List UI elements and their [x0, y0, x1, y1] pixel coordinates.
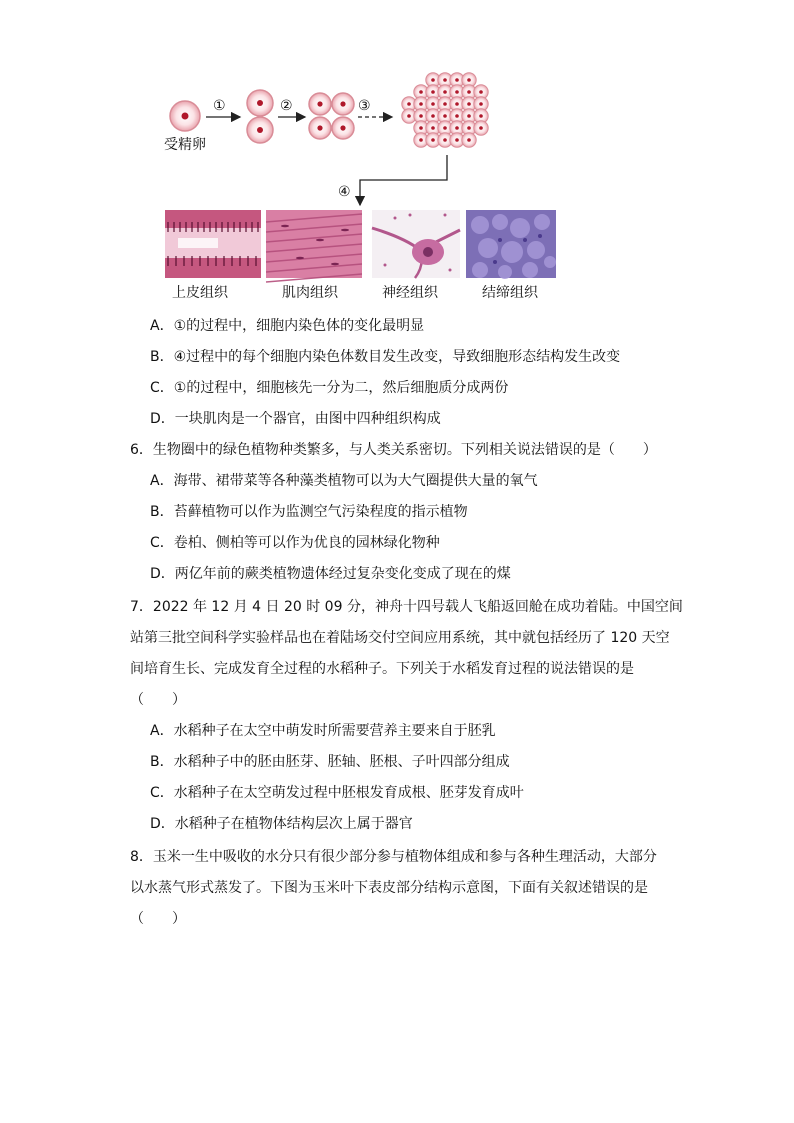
tissue-label-muscle: 肌肉组织 — [282, 285, 338, 301]
q7-stem-line-3: 间培育生长、完成发育全过程的水稻种子。下列关于水稻发育过程的说法错误的是 — [130, 661, 634, 677]
q8-stem-line-3: （ ） — [130, 911, 186, 927]
two-cell-stage — [247, 90, 273, 143]
cluster-cell-nucleus — [419, 138, 423, 142]
tissue-label-nerve: 神经组织 — [382, 285, 438, 301]
cluster-cell-nucleus — [467, 114, 471, 118]
cluster-cell-nucleus — [407, 114, 411, 118]
q5-option-a: A．①的过程中，细胞内染色体的变化最明显 — [150, 318, 425, 334]
cluster-cell-nucleus — [443, 78, 447, 82]
step-4-label: ④ — [338, 184, 351, 200]
cluster-cell-nucleus — [467, 78, 471, 82]
q6-option-a: A．海带、裙带菜等各种藻类植物可以为大气圈提供大量的氧气 — [150, 473, 538, 489]
cluster-cell-nucleus — [455, 78, 459, 82]
cluster-cell-nucleus — [443, 90, 447, 94]
cluster-cell-nucleus — [479, 114, 483, 118]
cluster-cell-nucleus — [431, 138, 435, 142]
cluster-cell-nucleus — [479, 102, 483, 106]
cluster-cell-nucleus — [467, 90, 471, 94]
arrow-4 — [360, 155, 447, 205]
q7-stem-line-4: （ ） — [130, 692, 186, 708]
epithelial-tissue-image — [165, 210, 261, 278]
q7-option-d: D．水稻种子在植物体结构层次上属于器官 — [150, 816, 413, 832]
cluster-cell-nucleus — [431, 102, 435, 106]
cluster-cell-nucleus — [467, 102, 471, 106]
q6-option-c: C．卷柏、侧柏等可以作为优良的园林绿化物种 — [150, 535, 440, 551]
q8-stem-line-1: 8．玉米一生中吸收的水分只有很少部分参与植物体组成和参与各种生理活动，大部分 — [130, 849, 657, 865]
cluster-cell-nucleus — [431, 78, 435, 82]
cluster-cell-nucleus — [455, 114, 459, 118]
cluster-cell-nucleus — [443, 138, 447, 142]
cluster-cell-nucleus — [443, 126, 447, 130]
q7-option-a: A．水稻种子在太空中萌发时所需要营养主要来自于胚乳 — [150, 723, 496, 739]
q5-option-b: B．④过程中的每个细胞内染色体数目发生改变，导致细胞形态结构发生改变 — [150, 349, 621, 365]
fertilized-egg-label: 受精卵 — [164, 137, 206, 153]
cluster-cell-nucleus — [443, 114, 447, 118]
cluster-cell-nucleus — [455, 102, 459, 106]
cluster-cell-nucleus — [467, 138, 471, 142]
step-3-label: ③ — [358, 98, 371, 114]
q7-option-c: C．水稻种子在太空萌发过程中胚根发育成根、胚芽发育成叶 — [150, 785, 524, 801]
fertilized-egg — [170, 101, 200, 131]
q7-option-b: B．水稻种子中的胚由胚芽、胚轴、胚根、子叶四部分组成 — [150, 754, 510, 770]
cluster-cell-nucleus — [455, 138, 459, 142]
cluster-cell-nucleus — [455, 90, 459, 94]
q6-option-b: B．苔藓植物可以作为监测空气污染程度的指示植物 — [150, 504, 468, 520]
cluster-cell-nucleus — [419, 90, 423, 94]
q5-option-d: D．一块肌肉是一个器官，由图中四种组织构成 — [150, 411, 441, 427]
nerve-tissue-image — [372, 210, 460, 278]
q6-option-d: D．两亿年前的蕨类植物遗体经过复杂变化变成了现在的煤 — [150, 566, 511, 582]
q8-stem-line-2: 以水蒸气形式蒸发了。下图为玉米叶下表皮部分结构示意图，下面有关叙述错误的是 — [130, 880, 648, 896]
cluster-cell-nucleus — [431, 90, 435, 94]
cluster-cell-nucleus — [455, 126, 459, 130]
diagram-svg — [0, 0, 794, 310]
cluster-cell-nucleus — [419, 126, 423, 130]
cluster-cell-nucleus — [419, 102, 423, 106]
cluster-cell-nucleus — [467, 126, 471, 130]
cluster-cell-nucleus — [407, 102, 411, 106]
q5-option-c: C．①的过程中，细胞核先一分为二，然后细胞质分成两份 — [150, 380, 509, 396]
connective-tissue-image — [466, 210, 556, 279]
step-1-label: ① — [213, 98, 226, 114]
q6-stem: 6．生物圈中的绿色植物种类繁多，与人类关系密切。下列相关说法错误的是（ ） — [130, 442, 657, 458]
cluster-cell-nucleus — [419, 114, 423, 118]
cluster-cell-nucleus — [479, 126, 483, 130]
tissue-label-epithelial: 上皮组织 — [172, 285, 228, 301]
step-2-label: ② — [280, 98, 293, 114]
cell-development-diagram — [0, 0, 794, 310]
cluster-cell-nucleus — [431, 126, 435, 130]
q7-stem-line-2: 站第三批空间科学实验样品也在着陆场交付空间应用系统，其中就包括经历了 120 天空 — [130, 630, 670, 646]
four-cell-stage — [309, 93, 354, 139]
cluster-cell-nucleus — [443, 102, 447, 106]
cluster-cell-nucleus — [479, 90, 483, 94]
muscle-tissue-image — [266, 210, 362, 282]
q7-stem-line-1: 7．2022 年 12 月 4 日 20 时 09 分，神舟十四号载人飞船返回舱在成功着陆。中国空间 — [130, 599, 683, 615]
tissue-label-connective: 结缔组织 — [482, 285, 538, 301]
cell-cluster — [402, 73, 488, 147]
cluster-cell-nucleus — [431, 114, 435, 118]
